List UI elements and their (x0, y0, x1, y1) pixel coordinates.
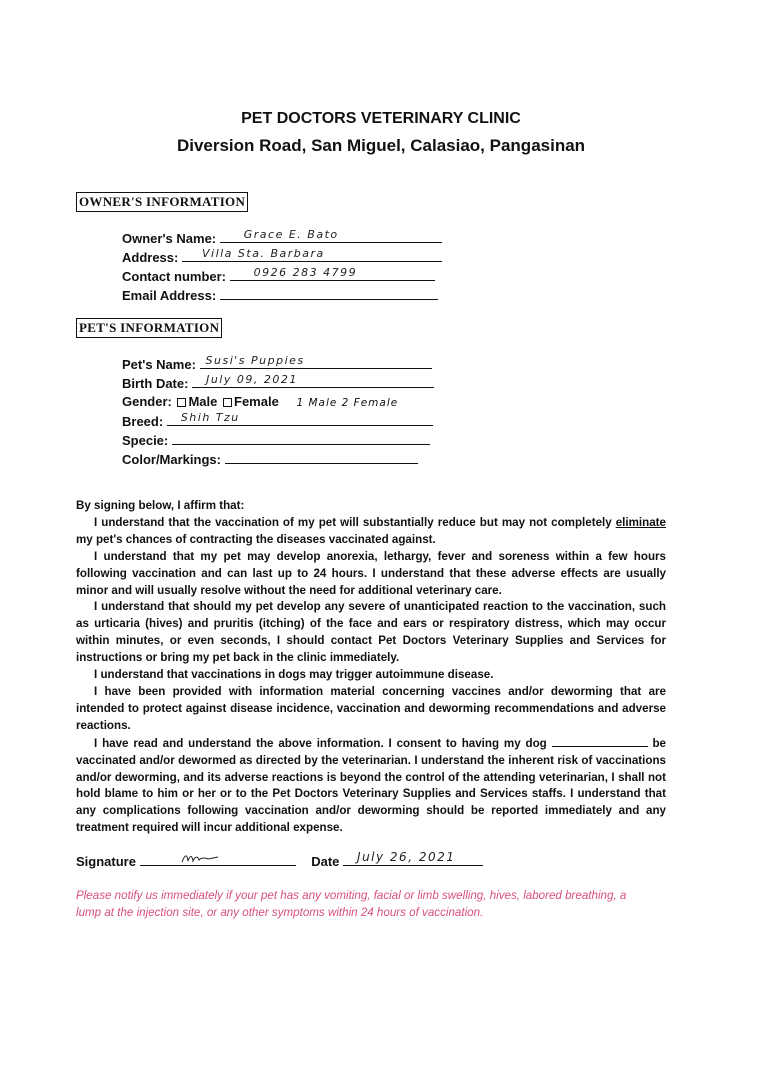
owner-name-field[interactable] (220, 230, 442, 243)
owner-contact-value: 0926 283 4799 (253, 266, 358, 279)
pet-breed-row (122, 413, 433, 429)
dog-name-blank[interactable] (552, 735, 648, 747)
clinic-name: PET DOCTORS VETERINARY CLINIC (241, 110, 521, 127)
pet-name-field[interactable] (200, 356, 432, 369)
pet-gender-label: Gender: (122, 394, 172, 409)
owner-address-field[interactable] (182, 249, 442, 262)
gender-female-checkbox[interactable] (223, 398, 232, 407)
owner-email-field[interactable] (220, 287, 438, 300)
consent-paragraph-6 (76, 735, 666, 837)
signature-row (76, 850, 483, 869)
consent-p1-text-a: I understand that the vaccination of my pet will substantially reduce but may not completely (94, 515, 616, 529)
consent-paragraph-4: I understand that vaccinations in dogs may trigger autoimmune disease. (94, 668, 494, 682)
pet-color-field[interactable] (225, 451, 418, 464)
signature-label: Signature (76, 854, 136, 869)
consent-paragraph-2: I understand that my pet may develop anorexia, lethargy, fever and soreness within a few hours following vaccination and can last up to 24 hours. I understand that these adverse effects are usually minor and will usually resolve without the need for additional veterinary care. (76, 549, 666, 597)
gender-male-label: Male (188, 394, 218, 409)
owner-contact-row (122, 268, 435, 284)
clinic-address: Diversion Road, San Miguel, Calasiao, Pangasinan (176, 136, 586, 155)
pet-birth-field[interactable] (192, 375, 434, 388)
gender-female-label: Female (234, 394, 279, 409)
pet-name-row (122, 356, 432, 372)
pet-color-label: Color/Markings: (122, 452, 221, 467)
pet-birth-value: July 09, 2021 (206, 373, 298, 386)
owner-address-row (122, 249, 442, 265)
consent-paragraph-5: I have been provided with information material concerning vaccines and/or deworming that are intended to protect against disease incidence, vaccination and deworming recommendations and adverse reactions. (76, 684, 666, 732)
consent-paragraph-1 (76, 515, 666, 549)
pet-birth-row (122, 375, 434, 391)
consent-intro: By signing below, I affirm that: (76, 499, 245, 512)
pet-specie-field[interactable] (172, 432, 430, 445)
owner-contact-field[interactable] (230, 268, 435, 281)
consent-paragraph-3: I understand that should my pet develop any severe of unanticipated reaction to the vaccination, such as urticaria (hives) and pruritis (itching) of the face and ears or respiratory distress, which may occur within minutes, or even seconds, I should contact Pet Doctors Veterinary Supplies and Services for instructions or bring my pet back in the clinic immediately. (76, 600, 666, 665)
pet-breed-value: Shih Tzu (180, 411, 240, 424)
pet-name-value: Susi's Puppies (205, 354, 305, 367)
owner-address-label: Address: (122, 250, 179, 265)
pet-color-row (122, 451, 418, 467)
owner-contact-label: Contact number: (122, 269, 226, 284)
consent-p6-text-b: be vaccinated and/or dewormed as directed by the veterinarian. I understand the inherent risk of vaccinations and/or deworming, and its adverse reactions is beyond the control of the attending veterinarian, I shall not hold blame to him or her or to the Pet Doctors Veterinary Supplies and Services staffs. I understand that any complications following vaccination and/or deworming should be reported immediately and any treatment required will incur additional expense. (76, 736, 666, 835)
owner-email-label: Email Address: (122, 288, 217, 303)
pet-birth-label: Birth Date: (122, 376, 189, 391)
pet-name-label: Pet's Name: (122, 357, 196, 372)
owner-name-label: Owner's Name: (122, 231, 217, 246)
owner-address-value: Villa Sta. Barbara (201, 247, 325, 260)
owner-email-row (122, 287, 438, 303)
owner-section-heading: OWNER'S INFORMATION (76, 192, 248, 212)
gender-note: 1 Male 2 Female (296, 397, 399, 409)
date-label: Date (311, 854, 340, 869)
signature-field[interactable] (140, 853, 296, 866)
pet-specie-label: Specie: (122, 433, 169, 448)
pet-section-heading: PET'S INFORMATION (76, 318, 222, 338)
consent-p1-underlined: eliminate (615, 515, 666, 529)
notice-text: Please notify us immediately if your pet has any vomiting, facial or limb swelling, hives, labored breathing, a lump at the injection site, or any other symptoms within 24 hours of vaccination. (76, 889, 627, 919)
consent-p1-text-b: my pet's chances of contracting the diseases vaccinated against. (76, 532, 436, 546)
gender-male-checkbox[interactable] (177, 398, 186, 407)
signature-scribble-icon (180, 852, 220, 864)
owner-name-value: Grace E. Bato (243, 228, 339, 241)
pet-specie-row (122, 432, 430, 448)
pet-gender-row (122, 394, 398, 409)
date-field[interactable] (343, 850, 483, 866)
consent-text (76, 498, 666, 837)
date-value: July 26, 2021 (357, 850, 456, 864)
pet-breed-field[interactable] (167, 413, 433, 426)
owner-name-row (122, 230, 442, 246)
pet-breed-label: Breed: (122, 414, 164, 429)
consent-p6-text-a: I have read and understand the above information. I consent to having my dog (94, 736, 552, 750)
